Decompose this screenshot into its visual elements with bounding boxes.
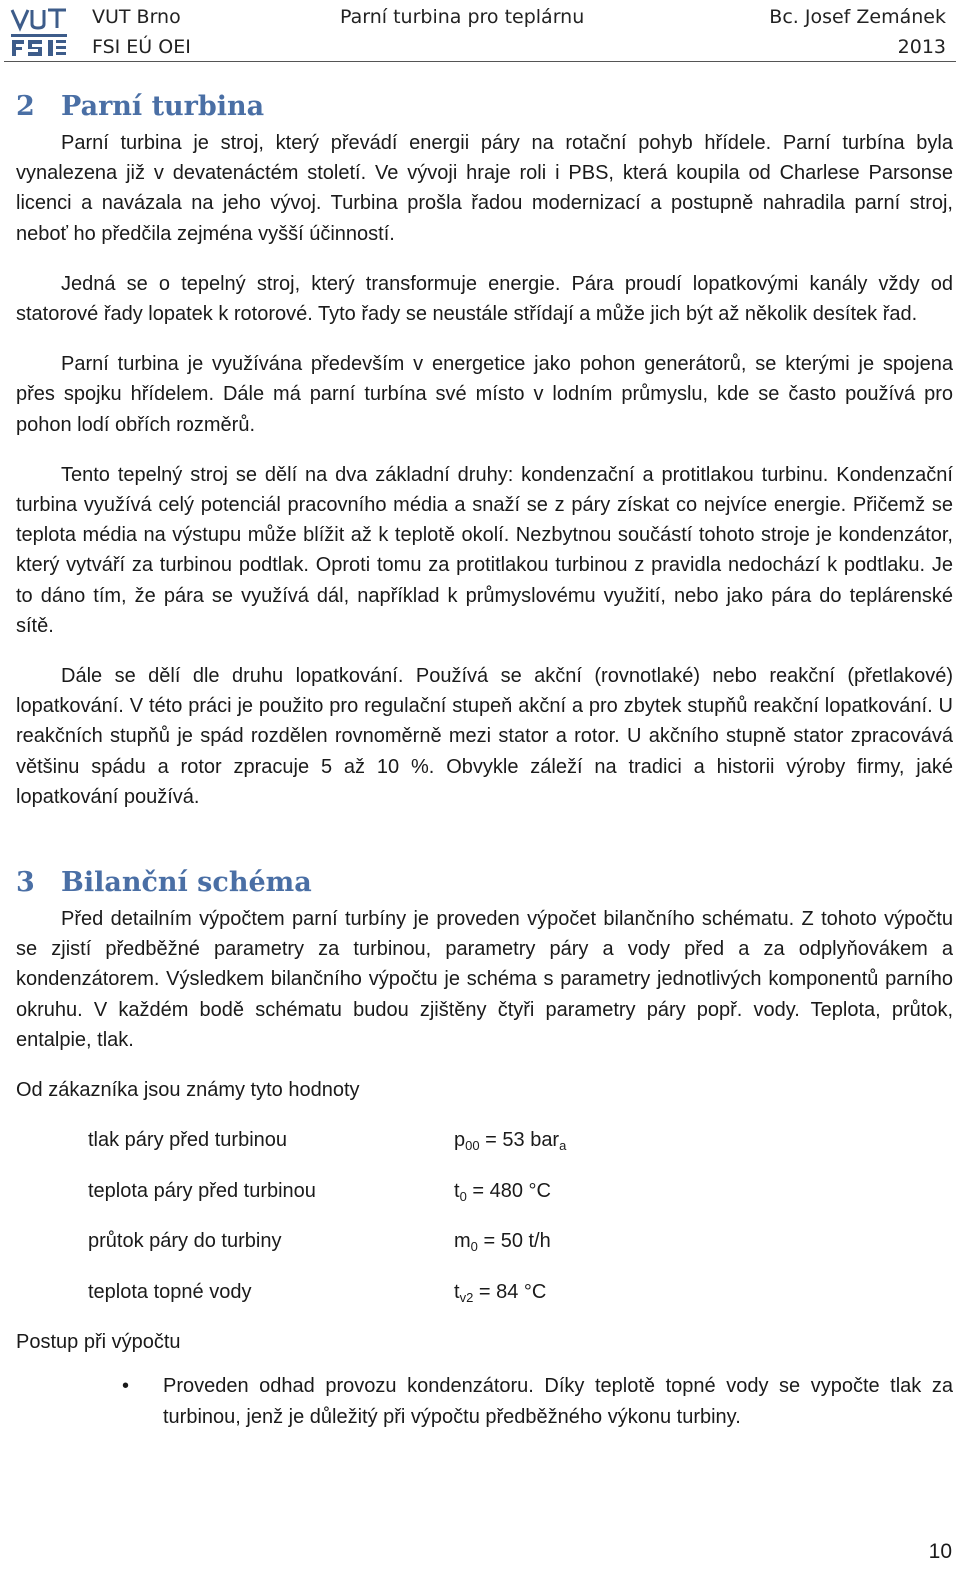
year: 2013 <box>897 36 946 58</box>
section-title: Parní turbina <box>61 91 265 122</box>
value-expression: $p_{00} = 53$ bar$_a$ <box>454 1129 567 1154</box>
value-label: tlak páry před turbinou <box>88 1129 288 1152</box>
bullet-icon: • <box>122 1375 130 1398</box>
known-value-row <box>16 1125 953 1176</box>
value-expression: $t_0 = 480$ °C <box>454 1179 551 1204</box>
section-heading-3 <box>16 862 953 904</box>
paragraph: Dále se dělí dle druhu lopatkování. Používá se akční (rovnotlaké) nebo reakční (přetlakové) lopatkování. V této práci je použito pro regulační stupeň akční a pro zbytek stupňů reakční lopatkování. U reakčních stupňů je spád rozdělen rovnoměrně mezi stator a rotor. U akčního stupně stator zpracovává většinu spádu a rotor zpracuje 5 až 10 %. Obvykle záleží na tradici a historii výroby firmy, jaké lopatkování používá. <box>16 665 953 808</box>
department: FSI EÚ OEI <box>92 36 191 58</box>
value-label: průtok páry do turbiny <box>88 1230 282 1253</box>
thesis-title: Parní turbina pro teplárnu <box>340 6 585 28</box>
list-item <box>16 1371 953 1431</box>
page-number: 10 <box>928 1540 952 1563</box>
institution: VUT Brno <box>92 6 181 28</box>
value-expression: $t_{v2} = 84$ °C <box>454 1280 547 1305</box>
procedure-heading: Postup při výpočtu <box>16 1331 181 1354</box>
author: Bc. Josef Zemánek <box>769 6 946 28</box>
header-divider <box>4 61 956 62</box>
list-item-text: Proveden odhad provozu kondenzátoru. Díky teplotě topné vody se vypočte tlak za turbinou, jenž je důležitý při výpočtu předběžného výkonu turbiny. <box>163 1375 953 1428</box>
page-content <box>16 86 953 1432</box>
known-value-row <box>16 1277 953 1328</box>
value-label: teplota topné vody <box>88 1280 252 1303</box>
paragraph: Před detailním výpočtem parní turbíny je proveden výpočet bilančního schématu. Z tohoto výpočtu se zjistí předběžné parametry za turbinou, parametry páry a vody před a za odplyňovákem a kondenzátorem. Výsledkem bilančního výpočtu je schéma s parametry jednotlivých komponentů parního okruhu. V každém bodě schématu budou zjištěny čtyři parametry páry popř. vody. Teplota, průtok, entalpie, tlak. <box>16 908 953 1051</box>
section-number: 3 <box>16 867 35 899</box>
paragraph: Jedná se o tepelný stroj, který transformuje energie. Pára proudí lopatkovými kanály vždy od statorové řady lopatek k rotorové. Tyto řady se neustále střídají a může jich být až několik desítek řad. <box>16 272 953 326</box>
section-title: Bilanční schéma <box>61 867 312 899</box>
paragraph: Tento tepelný stroj se dělí na dva základní druhy: kondenzační a protitlakou turbinu. Kondenzační turbina využívá celý potenciál pracovního média a snaží se z páry získat co nejvíce energie. Přičemž se teplota média na výstupu může blížit až k teplotě okolí. Nezbytnou součástí tohoto stroje je kondenzátor, který vytváří za turbinou podtlak. Oproti tomu za protitlakou turbinou z pravidla nedochází k podtlaku. Je to dáno tím, že pára se využívá dál, například k průmyslovému využití, nebo jako pára do teplárenské sítě. <box>16 463 953 637</box>
known-values-list <box>16 1125 953 1327</box>
university-logo <box>8 4 70 58</box>
paragraph: Parní turbina je stroj, který převádí energii páry na rotační pohyb hřídele. Parní turbína byla vynalezena již v devatenáctém století. Ve vývoji hraje roli i PBS, která koupila od Charlese Parsonse licenci a navázala na jeho vývoj. Turbina prošla řadou modernizací a postupně nahradila parní stroj, neboť ho předčila zejména vyšší účinností. <box>16 132 953 245</box>
paragraph: Parní turbina je využívána především v energetice jako pohon generátorů, se kterými je spojena přes spojku hřídelem. Dále má parní turbína své místo v lodním průmyslu, kde se často používá pro pohon lodí obřích rozměrů. <box>16 353 953 436</box>
procedure-list <box>16 1371 953 1431</box>
known-value-row <box>16 1176 953 1227</box>
page-header <box>0 0 960 64</box>
known-value-row <box>16 1226 953 1277</box>
value-expression: $m_0 = 50$ t/h <box>454 1230 551 1255</box>
section-heading-2 <box>16 86 953 128</box>
section-number: 2 <box>16 91 35 122</box>
known-values-heading: Od zákazníka jsou známy tyto hodnoty <box>16 1079 360 1102</box>
value-label: teplota páry před turbinou <box>88 1179 316 1202</box>
